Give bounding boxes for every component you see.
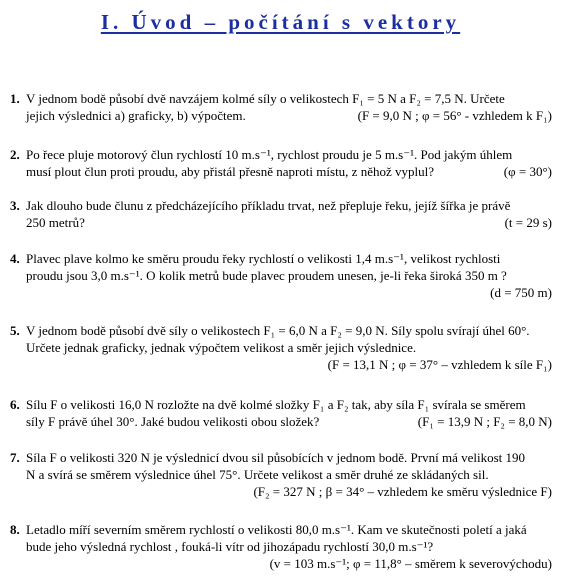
problem-4	[10, 250, 552, 301]
problem-2	[10, 146, 552, 180]
problem-answer: (F₁ = 13,9 N ; F₂ = 8,0 N)	[417, 414, 552, 429]
problem-text-line: síly F právě úhel 30°. Jaké budou velikosti obou složek?	[26, 414, 320, 429]
problem-text-line: Po řece pluje motorový člun rychlostí 10 m.s⁻¹, rychlost proudu je 5 m.s⁻¹. Pod jakým úhlem	[26, 147, 513, 162]
problem-text-line: proudu jsou 3,0 m.s⁻¹. O kolik metrů bude plavec proudem unesen, je-li řeka široká 350 m ?	[26, 268, 507, 283]
problem-text-line: 250 metrů?	[26, 215, 85, 230]
problem-answer: (t = 29 s)	[504, 215, 552, 230]
problem-text-line: V jednom bodě působí dvě navzájem kolmé síly o velikostech F₁ = 5 N a F₂ = 7,5 N. Určete	[26, 91, 505, 106]
problem-8	[10, 521, 552, 572]
problem-number: 5.	[10, 323, 20, 338]
problem-text-line: Sílu F o velikosti 16,0 N rozložte na dvě kolmé složky F₁ a F₂ tak, aby síla F₁ svírala se směrem	[26, 397, 526, 412]
problem-text-line: V jednom bodě působí dvě síly o velikostech F₁ = 6,0 N a F₂ = 9,0 N. Síly spolu svírají úhel 60°.	[26, 323, 530, 338]
problem-text-line: Určete jednak graficky, jednak výpočtem velikost a směr jejich výslednice.	[26, 340, 417, 355]
problem-number: 1.	[10, 91, 20, 106]
problem-number: 8.	[10, 522, 20, 537]
problem-text-line: Letadlo míří severním směrem rychlostí o velikosti 80,0 m.s⁻¹. Kam ve skutečnosti poletí a jaká	[26, 522, 527, 537]
problem-text-line: N a svírá se směrem výslednice úhel 75°. Určete velikost a směr druhé ze skládaných sil.	[26, 467, 489, 482]
problem-answer: (φ = 30°)	[503, 164, 552, 179]
problem-text-line: Síla F o velikosti 320 N je výslednicí dvou sil působících v jednom bodě. První má velikost 190	[26, 450, 526, 465]
problem-text-line: musí plout člun proti proudu, aby přistál přesně naproti místu, z něhož vyplul?	[26, 164, 434, 179]
problem-3	[10, 197, 552, 231]
problem-answer: (F = 9,0 N ; φ = 56° - vzhledem k F₁)	[357, 108, 552, 123]
problem-text-line: bude jeho výsledná rychlost , fouká-li vítr od jihozápadu rychlostí 30,0 m.s⁻¹?	[26, 539, 434, 554]
problem-7	[10, 449, 552, 500]
problem-answer: (v = 103 m.s⁻¹; φ = 11,8° – směrem k severovýchodu)	[269, 556, 552, 571]
problem-answer: (d = 750 m)	[490, 285, 552, 300]
problem-5	[10, 322, 552, 373]
problem-number: 2.	[10, 147, 20, 162]
problem-number: 6.	[10, 397, 20, 412]
problem-text-line: Jak dlouho bude člunu z předcházejícího příkladu trvat, než přepluje řeku, jejíž šířka je právě	[26, 198, 511, 213]
problem-text-line: Plavec plave kolmo ke směru proudu řeky rychlostí o velikosti 1,4 m.s⁻¹, velikost rychlosti	[26, 251, 501, 266]
problem-6	[10, 396, 552, 430]
problem-number: 7.	[10, 450, 20, 465]
page-title: I. Úvod – počítání s vektory	[100, 10, 461, 34]
problem-text-line: jejich výslednici a) graficky, b) výpočtem.	[26, 108, 246, 123]
problem-answer: (F₂ = 327 N ; β = 34° – vzhledem ke směru výslednice F)	[253, 484, 552, 499]
problem-number: 3.	[10, 198, 20, 213]
problem-1	[10, 90, 552, 124]
problem-number: 4.	[10, 251, 20, 266]
problem-answer: (F = 13,1 N ; φ = 37° – vzhledem k síle F₁)	[327, 357, 552, 372]
